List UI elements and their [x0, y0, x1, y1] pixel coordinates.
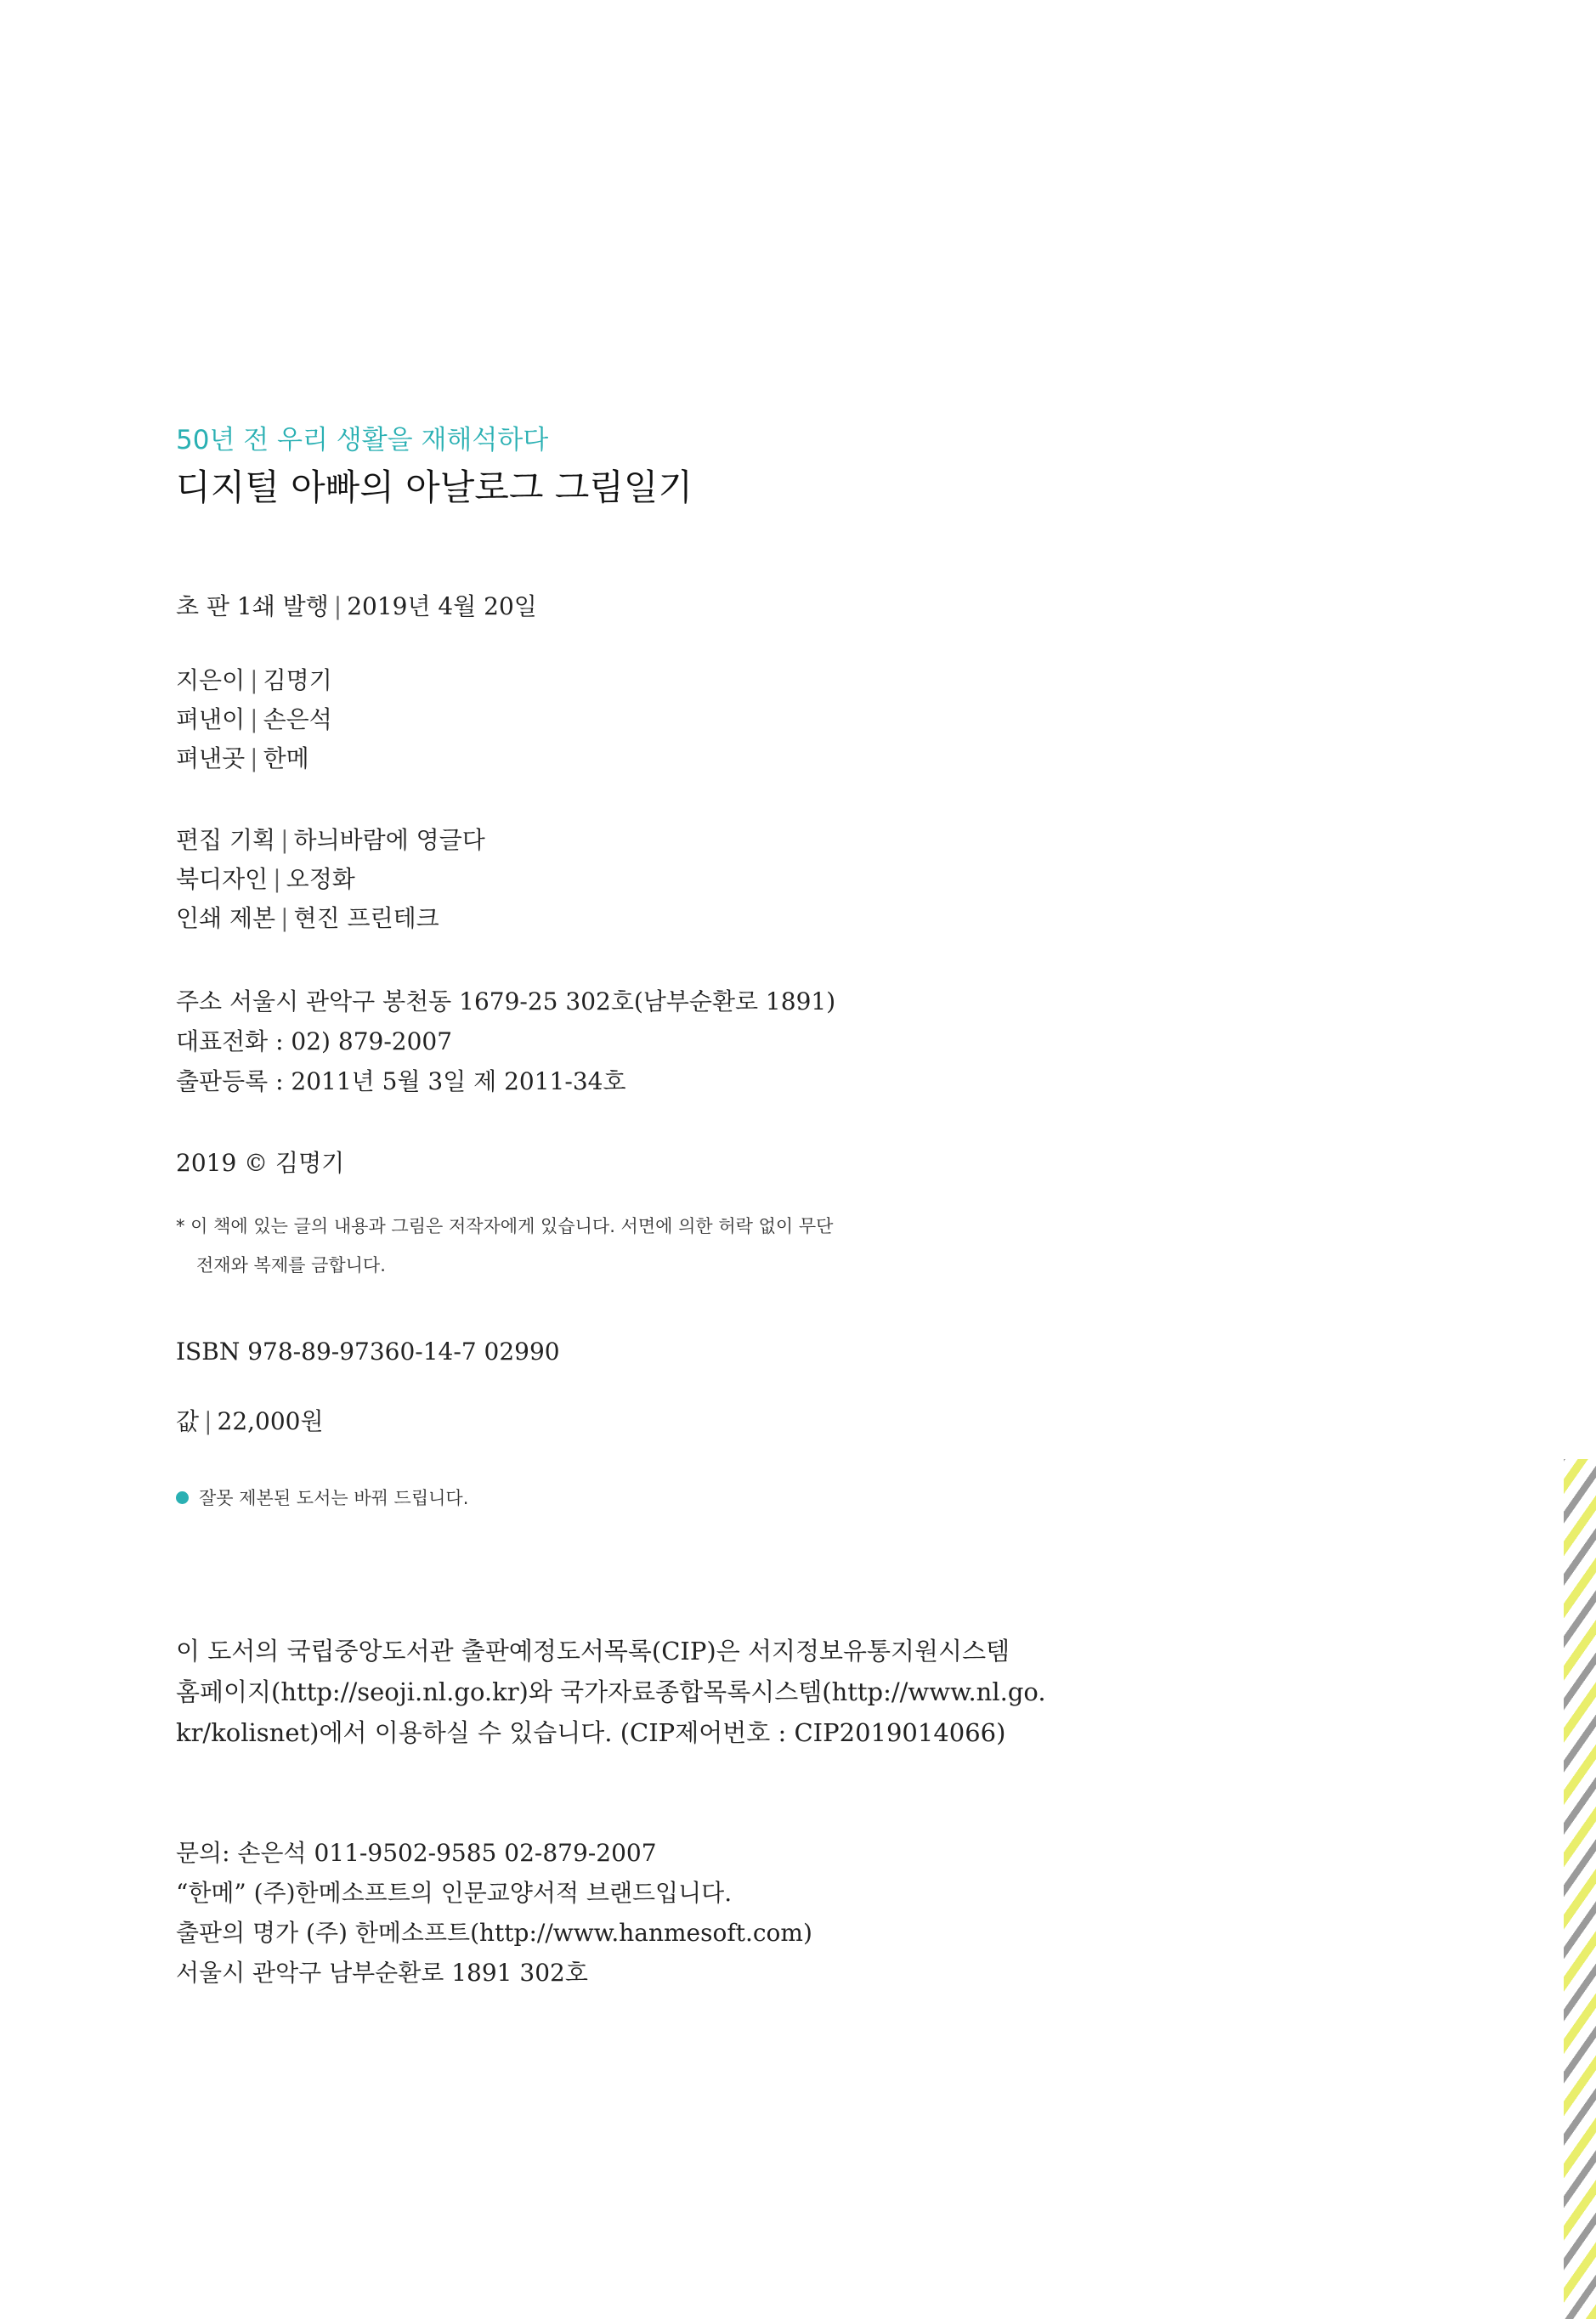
separator: |	[204, 1407, 212, 1435]
credit-author	[176, 666, 332, 694]
notice-line-2: 전재와 복제를 금합니다.	[196, 1255, 386, 1275]
credit-editing	[176, 826, 485, 854]
credit-label: 북디자인	[176, 865, 269, 893]
cip-line-3: kr/kolisnet)에서 이용하실 수 있습니다. (CIP제어번호 : CIP2019014066)	[176, 1718, 1006, 1747]
exchange-note-text: 잘못 제본된 도서는 바꿔 드립니다.	[199, 1488, 469, 1508]
separator: |	[273, 865, 281, 893]
separator: |	[280, 904, 289, 932]
credit-publisher	[176, 744, 309, 772]
address-line: 주소 서울시 관악구 봉천동 1679-25 302호(남부순환로 1891)	[176, 987, 836, 1015]
contact-line-1: 문의: 손은석 011-9502-9585 02-879-2007	[176, 1839, 657, 1867]
decorative-stripe-band	[1564, 1459, 1596, 2319]
credit-publisher-person	[176, 705, 332, 733]
credit-value: 한메	[263, 744, 309, 772]
price-line	[176, 1407, 324, 1435]
credit-label: 펴낸이	[176, 705, 246, 733]
copyright-line: 2019 © 김명기	[176, 1149, 345, 1177]
credit-design	[176, 865, 355, 893]
registration-line: 출판등록 : 2011년 5월 3일 제 2011-34호	[176, 1067, 626, 1095]
bullet-icon	[176, 1491, 189, 1504]
separator: |	[250, 744, 258, 772]
credit-value: 김명기	[263, 666, 332, 694]
separator: |	[250, 705, 258, 733]
book-subtitle: 50년 전 우리 생활을 재해석하다	[176, 425, 549, 455]
contact-line-2: “한메” (주)한메소프트의 인문교양서적 브랜드입니다.	[176, 1879, 733, 1907]
edition-date: 2019년 4월 20일	[347, 592, 537, 620]
credit-label: 지은이	[176, 666, 246, 694]
edition-label: 초 판 1쇄 발행	[176, 592, 329, 620]
book-title: 디지털 아빠의 아날로그 그림일기	[176, 467, 693, 508]
credit-printing	[176, 904, 439, 932]
edition-line	[176, 592, 537, 620]
separator: |	[250, 666, 258, 694]
credit-label: 편집 기획	[176, 826, 276, 854]
credit-value: 오정화	[286, 865, 355, 893]
contact-line-4: 서울시 관악구 남부순환로 1891 302호	[176, 1959, 588, 1987]
credit-value: 손은석	[263, 705, 332, 733]
contact-line-3: 출판의 명가 (주) 한메소프트(http://www.hanmesoft.com)	[176, 1919, 812, 1947]
cip-line-1: 이 도서의 국립중앙도서관 출판예정도서목록(CIP)은 서지정보유통지원시스템	[176, 1637, 1010, 1666]
credit-value: 현진 프린테크	[293, 904, 439, 932]
separator: |	[280, 826, 289, 854]
exchange-note	[176, 1490, 468, 1507]
notice-line-1: * 이 책에 있는 글의 내용과 그림은 저작자에게 있습니다. 서면에 의한 허락 없이 무단	[176, 1216, 834, 1236]
credit-value: 하늬바람에 영글다	[293, 826, 485, 854]
phone-line: 대표전화 : 02) 879-2007	[176, 1027, 453, 1055]
separator: |	[333, 592, 342, 620]
credit-label: 펴낸곳	[176, 744, 246, 772]
price-value: 22,000원	[217, 1407, 324, 1435]
credit-label: 인쇄 제본	[176, 904, 276, 932]
isbn-line: ISBN 978-89-97360-14-7 02990	[176, 1338, 560, 1366]
cip-line-2: 홈페이지(http://seoji.nl.go.kr)와 국가자료종합목록시스템(http://www.nl.go.	[176, 1677, 1046, 1706]
price-label: 값	[176, 1407, 200, 1435]
